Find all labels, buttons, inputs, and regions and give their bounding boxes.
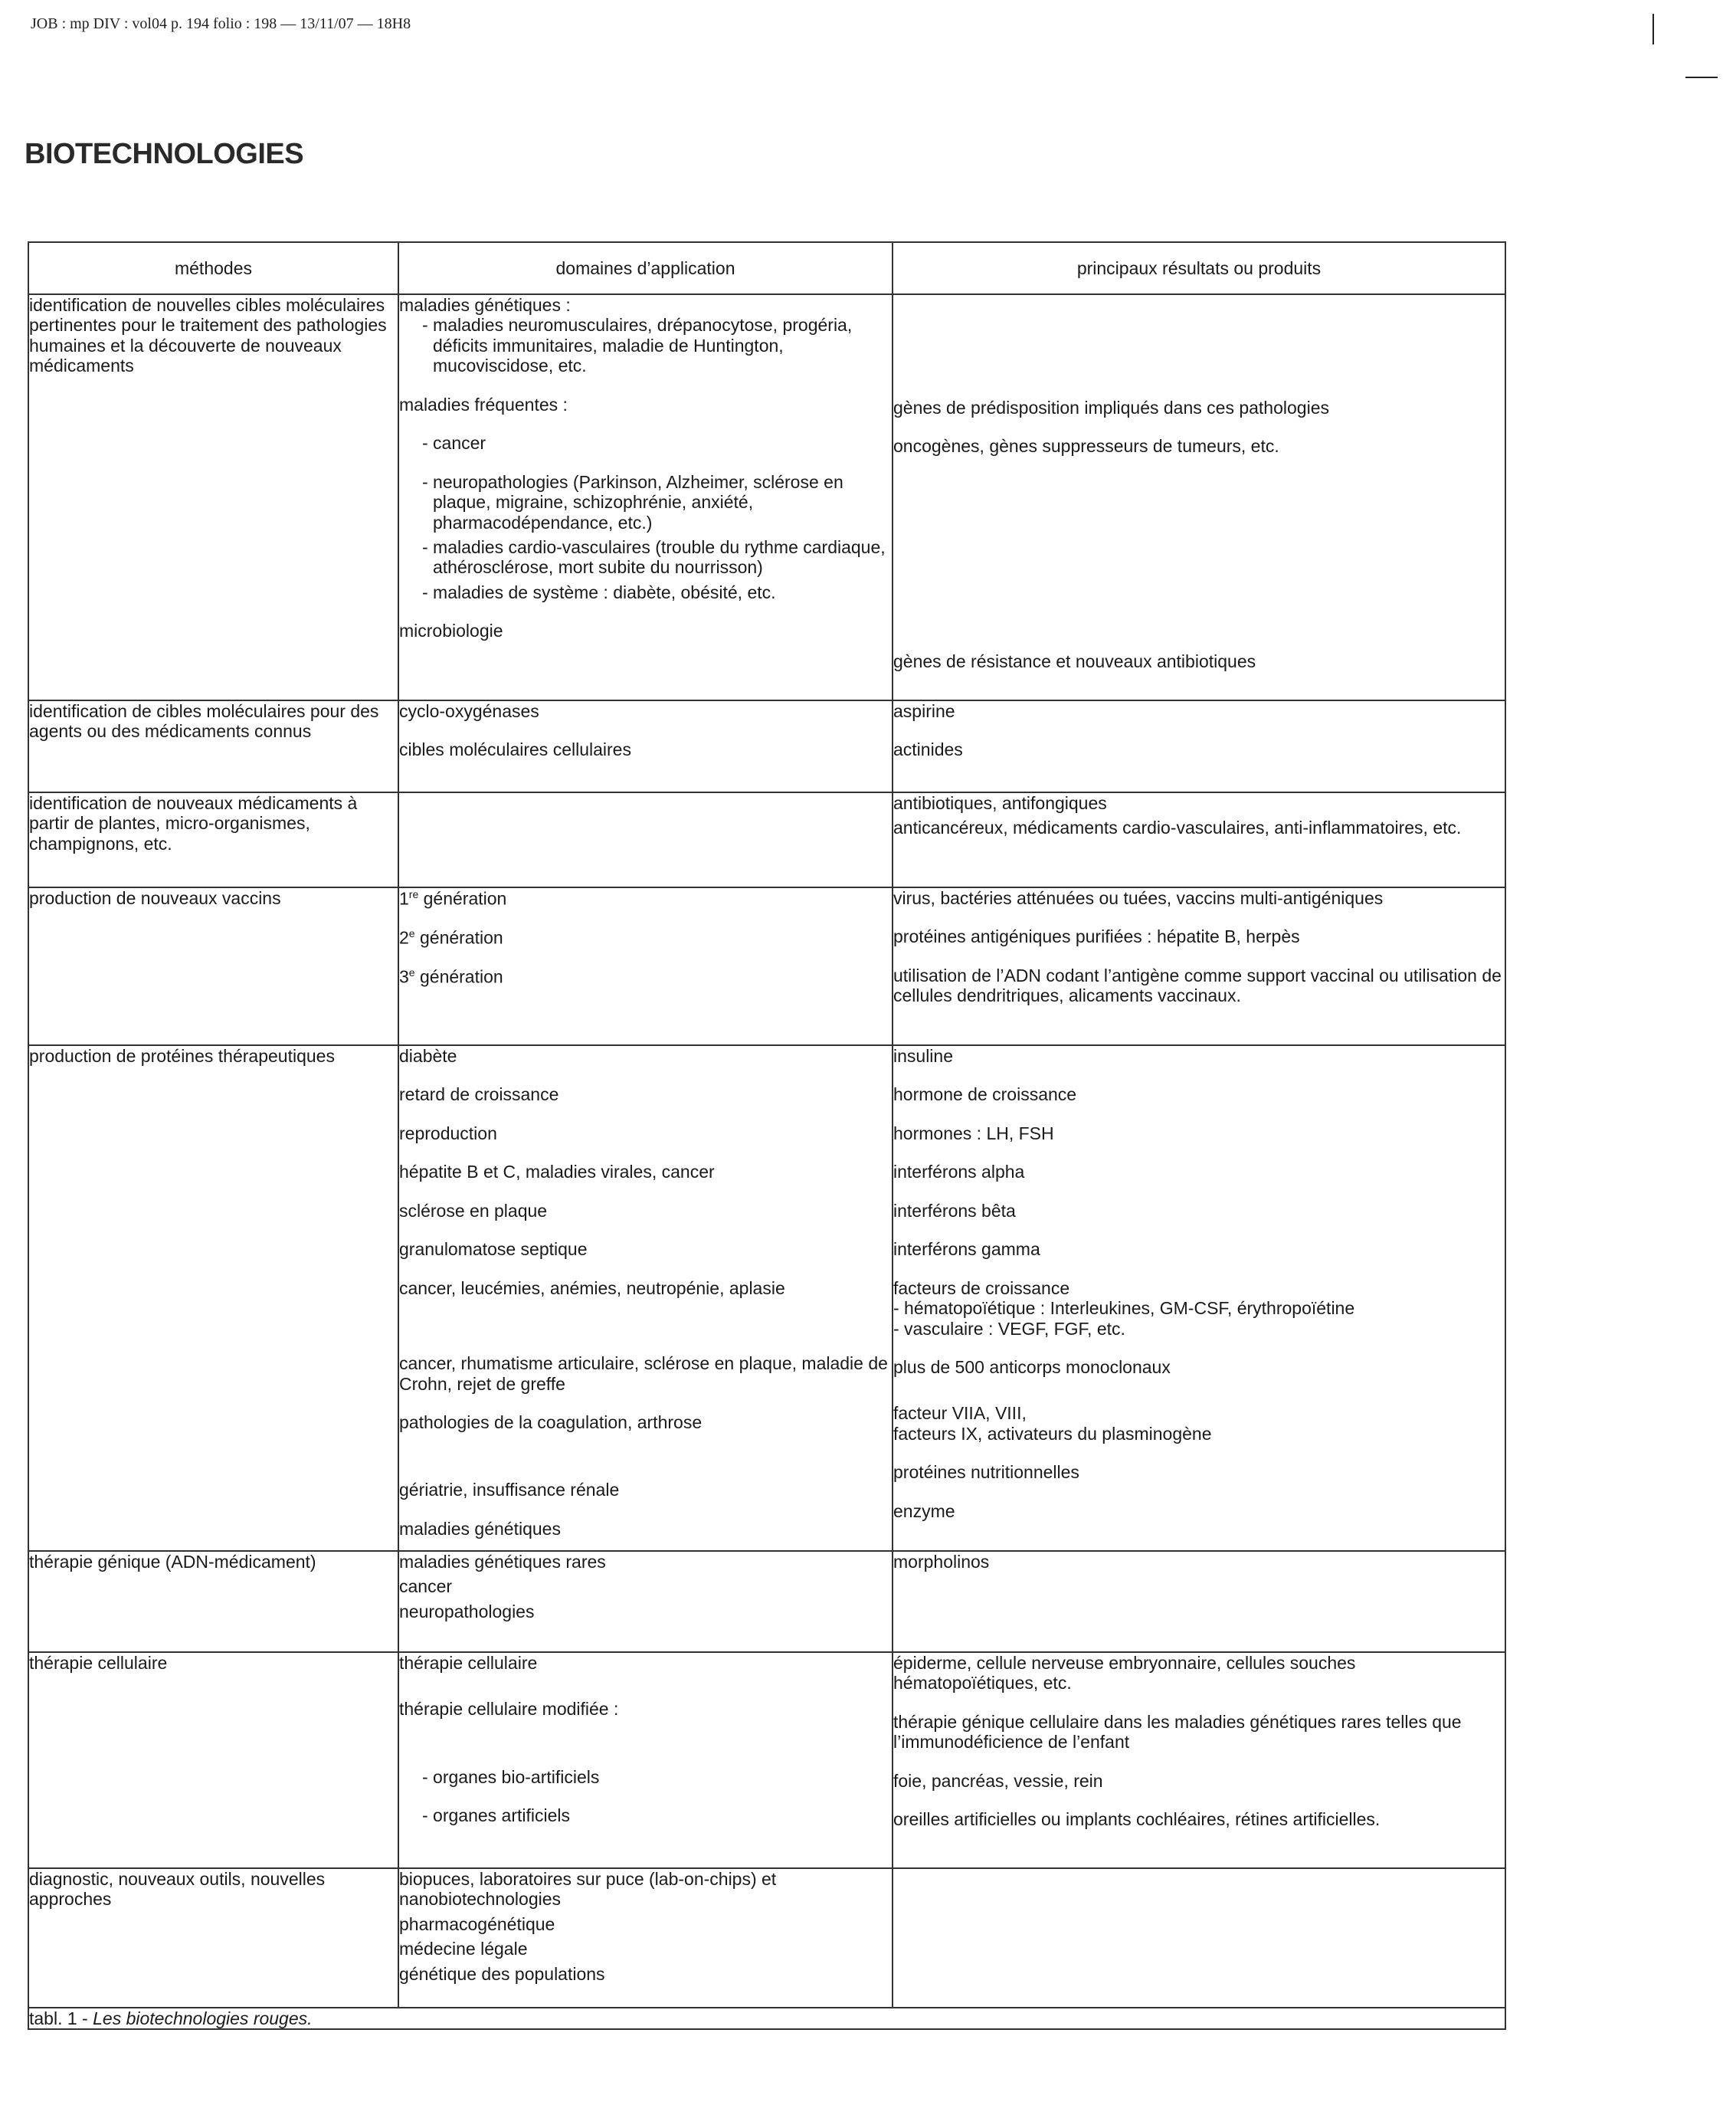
result-item: facteurs IX, activateurs du plasminogène [893,1423,1212,1444]
method-cell: identification de cibles moléculaires pour des agents ou des médicaments connus [28,700,398,792]
result-item: interférons bêta [893,1200,1016,1221]
result-item: foie, pancréas, vessie, rein [893,1770,1103,1791]
domain-item: 1re génération [399,888,507,909]
domain-item: 2e génération [399,927,503,948]
domain-item: 3e génération [399,966,503,987]
method-cell: thérapie cellulaire [28,1652,398,1868]
caption-prefix: tabl. 1 - [29,2008,93,2028]
table-header-row [28,242,1505,294]
result-item: actinides [893,739,963,760]
method-cell: diagnostic, nouveaux outils, nouvelles approches [28,1868,398,2008]
table-caption [28,2008,1505,2029]
result-item: enzyme [893,1500,955,1521]
method-cell: identification de nouveaux médicaments à partir de plantes, micro-organismes, champignons, etc. [28,792,398,887]
result-item: anticancéreux, médicaments cardio-vasculaires, anti-inflammatoires, etc. [893,818,1462,838]
result-item: protéines nutritionnelles [893,1462,1079,1483]
result-item: - hématopoïétique : Interleukines, GM-CSF, érythropoïétine [893,1298,1355,1319]
domain-item: reproduction [399,1123,497,1143]
domain-item: microbiologie [399,621,503,641]
table-row [28,792,1505,887]
domain-item: - maladies neuromusculaires, drépanocytose, progéria, déficits immunitaires, maladie de Huntington, mucoviscidose, etc. [422,315,853,376]
result-cell [893,700,1505,792]
result-item: interférons alpha [893,1162,1025,1182]
domain-item: - maladies de système : diabète, obésité, etc. [422,582,776,602]
column-header-methods: méthodes [28,242,398,294]
result-item: thérapie génique cellulaire dans les maladies génétiques rares telles que l’immunodéficience de l’enfant [893,1711,1462,1753]
table-row [28,1652,1505,1868]
domain-item: génétique des populations [399,1963,605,1984]
result-item: protéines antigéniques purifiées : hépatite B, herpès [893,926,1300,947]
domain-item: biopuces, laboratoires sur puce (lab-on-chips) et nanobiotechnologies [399,1869,777,1910]
result-cell [893,1868,1505,2008]
domain-item: maladies génétiques [399,1518,561,1539]
domain-item: - neuropathologies (Parkinson, Alzheimer, sclérose en plaque, migraine, schizophrénie, anxiété, pharmacodépendance, etc.) [422,471,843,533]
result-cell [893,887,1505,1045]
crop-mark-horizontal [1685,77,1718,78]
result-cell [893,1551,1505,1652]
domain-item: diabète [399,1046,457,1066]
domain-item: maladies fréquentes : [399,394,568,415]
domain-cell [398,887,893,1045]
domain-item: pharmacogénétique [399,1913,555,1934]
domain-item: cancer, leucémies, anémies, neutropénie, aplasie [399,1277,785,1298]
table-row [28,294,1505,700]
result-item: aspirine [893,701,955,721]
result-item: oreilles artificielles ou implants cochléaires, rétines artificielles. [893,1809,1381,1830]
domain-item: pathologies de la coagulation, arthrose [399,1412,703,1432]
result-item: plus de 500 anticorps monoclonaux [893,1356,1171,1377]
result-item: virus, bactéries atténuées ou tuées, vaccins multi-antigéniques [893,888,1384,908]
domain-cell [398,1045,893,1551]
domain-item: cyclo-oxygénases [399,701,539,721]
table-row [28,887,1505,1045]
page-title: BIOTECHNOLOGIES [25,138,304,170]
domain-item: gériatrie, insuffisance rénale [399,1480,620,1500]
caption-title: Les biotechnologies rouges. [93,2008,313,2028]
result-item: - vasculaire : VEGF, FGF, etc. [893,1318,1125,1339]
domain-item: thérapie cellulaire [399,1653,538,1673]
result-cell [893,1045,1505,1551]
result-item: morpholinos [893,1552,990,1572]
result-cell [893,1652,1505,1868]
table-row [28,1045,1505,1551]
method-cell: production de protéines thérapeutiques [28,1045,398,1551]
domain-cell [398,792,893,887]
crop-mark-vertical [1652,14,1654,44]
column-header-results: principaux résultats ou produits [893,242,1505,294]
result-cell [893,294,1505,700]
result-item: facteurs de croissance [893,1277,1070,1298]
domain-item: - organes bio-artificiels [422,1766,600,1787]
method-cell: production de nouveaux vaccins [28,887,398,1045]
domain-item: cancer, rhumatisme articulaire, sclérose en plaque, maladie de Crohn, rejet de greffe [399,1353,888,1394]
domain-item: retard de croissance [399,1084,559,1105]
domain-item: hépatite B et C, maladies virales, cancer [399,1162,715,1182]
result-item: antibiotiques, antifongiques [893,793,1107,813]
domain-cell [398,294,893,700]
table-row [28,1551,1505,1652]
result-item: hormone de croissance [893,1084,1077,1105]
result-item: gènes de prédisposition impliqués dans ces pathologies [893,398,1329,418]
domain-item: médecine légale [399,1939,528,1959]
table-row [28,1868,1505,2008]
domain-item: maladies génétiques rares [399,1552,606,1572]
domain-item: - maladies cardio-vasculaires (trouble du rythme cardiaque, athérosclérose, mort subite du nourrisson) [422,536,886,578]
result-item: interférons gamma [893,1239,1040,1260]
method-cell: thérapie génique (ADN-médicament) [28,1551,398,1652]
domain-cell [398,700,893,792]
caption-row [28,2008,1505,2029]
biotechnology-table [28,241,1506,2030]
domain-item: sclérose en plaque [399,1200,548,1221]
domain-cell [398,1652,893,1868]
domain-item: cibles moléculaires cellulaires [399,739,631,760]
result-cell [893,792,1505,887]
domain-item: maladies génétiques : [399,295,571,315]
result-item: utilisation de l’ADN codant l’antigène comme support vaccinal ou utilisation de cellules dendritriques, alicaments vaccinaux. [893,965,1502,1006]
table-row [28,700,1505,792]
job-line: JOB : mp DIV : vol04 p. 194 folio : 198 — 13/11/07 — 18H8 [31,15,411,32]
method-cell: identification de nouvelles cibles moléculaires pertinentes pour le traitement des pathologies humaines et la découverte de nouveaux médicaments [28,294,398,700]
domain-item: neuropathologies [399,1601,535,1621]
result-item: oncogènes, gènes suppresseurs de tumeurs, etc. [893,436,1279,457]
result-item: insuline [893,1046,953,1066]
column-header-domains: domaines d’application [398,242,893,294]
result-item: facteur VIIA, VIII, [893,1403,1027,1424]
domain-item: cancer [399,1576,453,1597]
result-item: épiderme, cellule nerveuse embryonnaire, cellules souches hématopoïétiques, etc. [893,1653,1356,1694]
domain-cell [398,1868,893,2008]
domain-item: - cancer [422,433,486,454]
domain-item: - organes artificiels [422,1805,571,1826]
result-item: gènes de résistance et nouveaux antibiotiques [893,651,1256,671]
result-item: hormones : LH, FSH [893,1123,1054,1143]
domain-item: granulomatose septique [399,1239,588,1260]
domain-cell [398,1551,893,1652]
domain-item: thérapie cellulaire modifiée : [399,1699,619,1720]
